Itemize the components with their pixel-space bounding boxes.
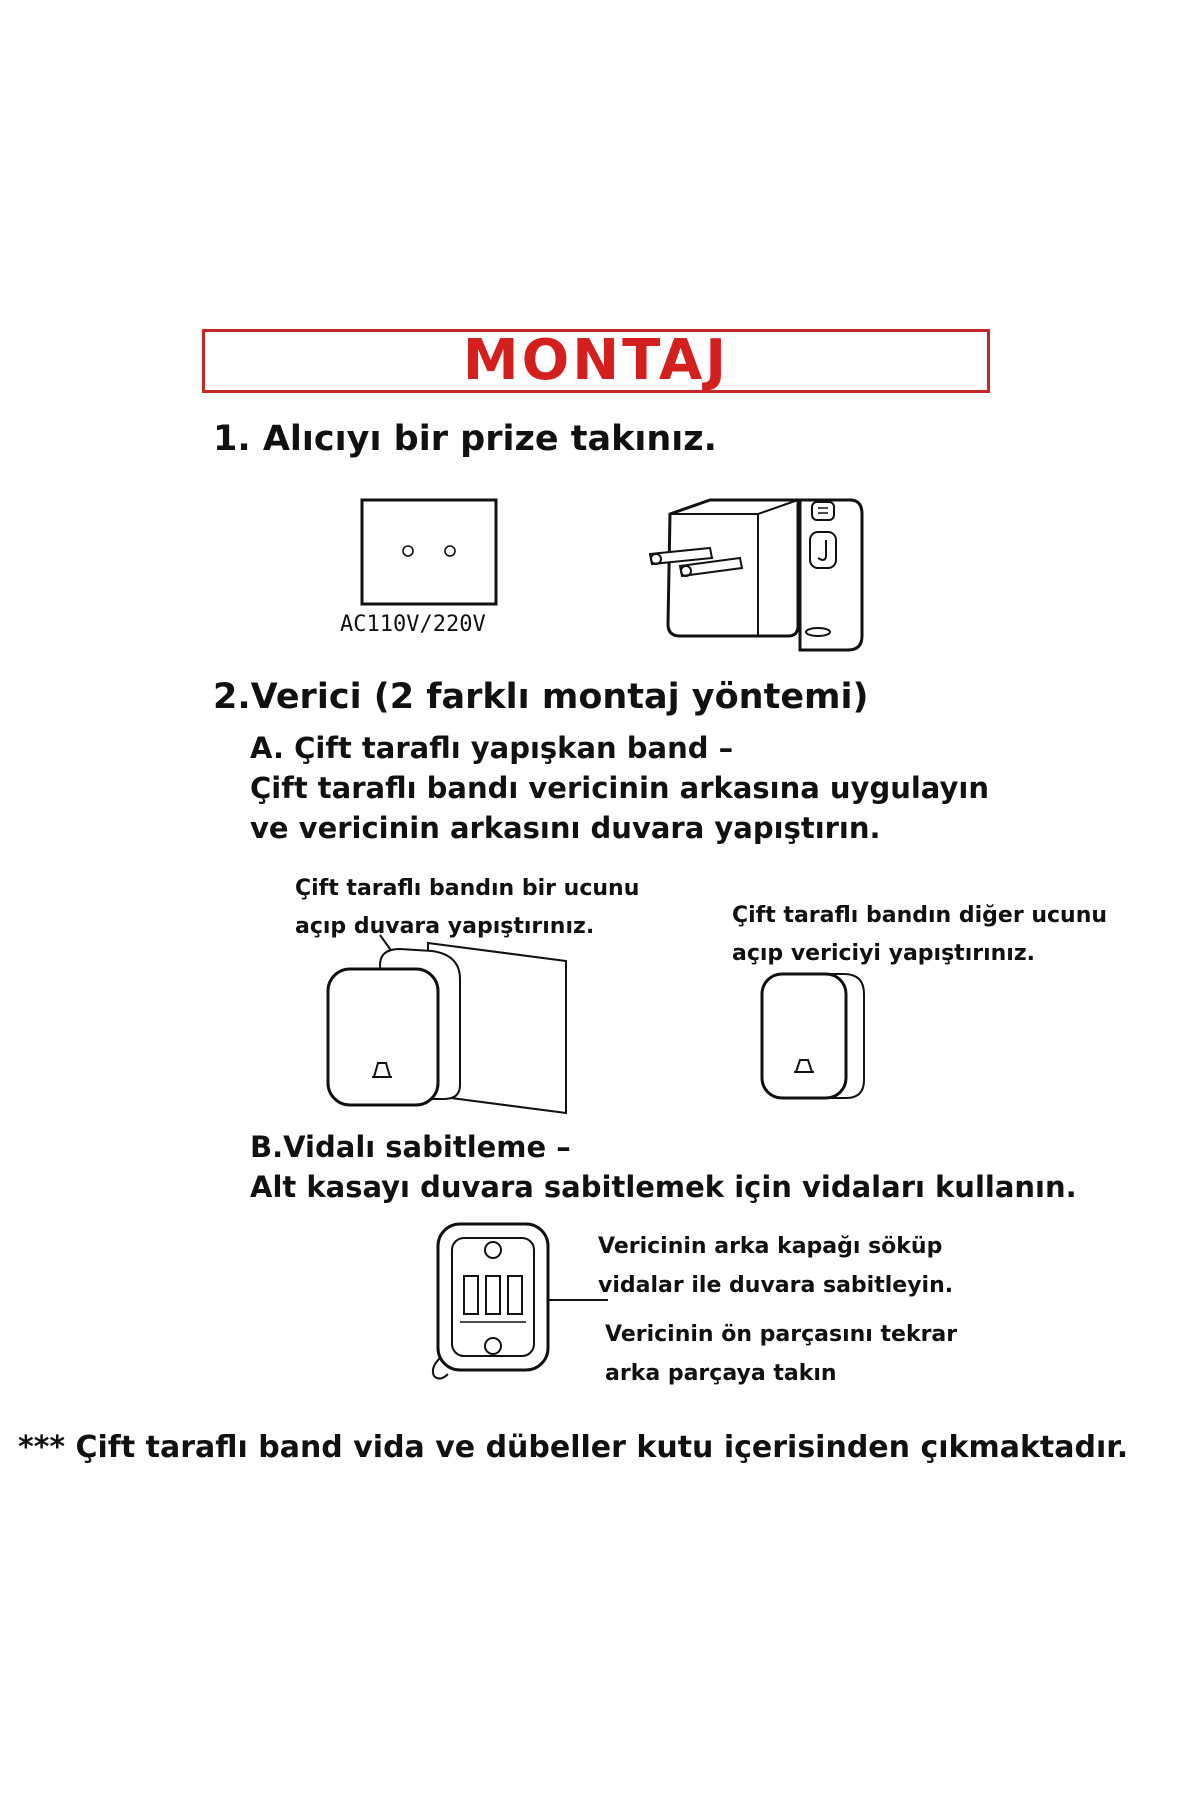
page-title: MONTAJ bbox=[462, 328, 730, 393]
caption-b-1: Vericinin arka kapağı söküp bbox=[598, 1234, 943, 1259]
method-b-title: B.Vidalı sabitleme – bbox=[250, 1130, 571, 1164]
footer-note: *** Çift taraflı band vida ve dübeller kutu içerisinden çıkmaktadır. bbox=[18, 1430, 1129, 1465]
title-box bbox=[202, 329, 990, 393]
transmitter-on-wall-icon bbox=[320, 935, 570, 1115]
step2-heading: 2.Verici (2 farklı montaj yöntemi) bbox=[213, 677, 869, 717]
back-cover-screw-icon bbox=[420, 1218, 610, 1383]
step1-heading: 1. Alıcıyı bir prize takınız. bbox=[213, 419, 717, 459]
caption-left-1: Çift taraflı bandın bir ucunu bbox=[295, 876, 640, 901]
caption-right-1: Çift taraflı bandın diğer ucunu bbox=[732, 903, 1108, 928]
caption-b-2: vidalar ile duvara sabitleyin. bbox=[598, 1273, 954, 1298]
caption-right-2: açıp vericiyi yapıştırınız. bbox=[732, 941, 1035, 966]
socket-label: AC110V/220V bbox=[340, 612, 486, 637]
method-b-line1: Alt kasayı duvara sabitlemek için vidaları kullanın. bbox=[250, 1170, 1077, 1204]
wall-socket-icon bbox=[360, 498, 500, 608]
caption-b-3: Vericinin ön parçasını tekrar bbox=[605, 1322, 958, 1347]
caption-b-4: arka parçaya takın bbox=[605, 1361, 837, 1386]
method-a-title: A. Çift taraflı yapışkan band – bbox=[250, 731, 734, 765]
method-a-line1: Çift taraflı bandı vericinin arkasına uygulayın bbox=[250, 771, 989, 805]
receiver-plug-icon bbox=[650, 496, 870, 656]
transmitter-front-icon bbox=[760, 972, 866, 1102]
method-a-line2: ve vericinin arkasını duvara yapıştırın. bbox=[250, 811, 881, 845]
caption-left-2: açıp duvara yapıştırınız. bbox=[295, 914, 595, 939]
